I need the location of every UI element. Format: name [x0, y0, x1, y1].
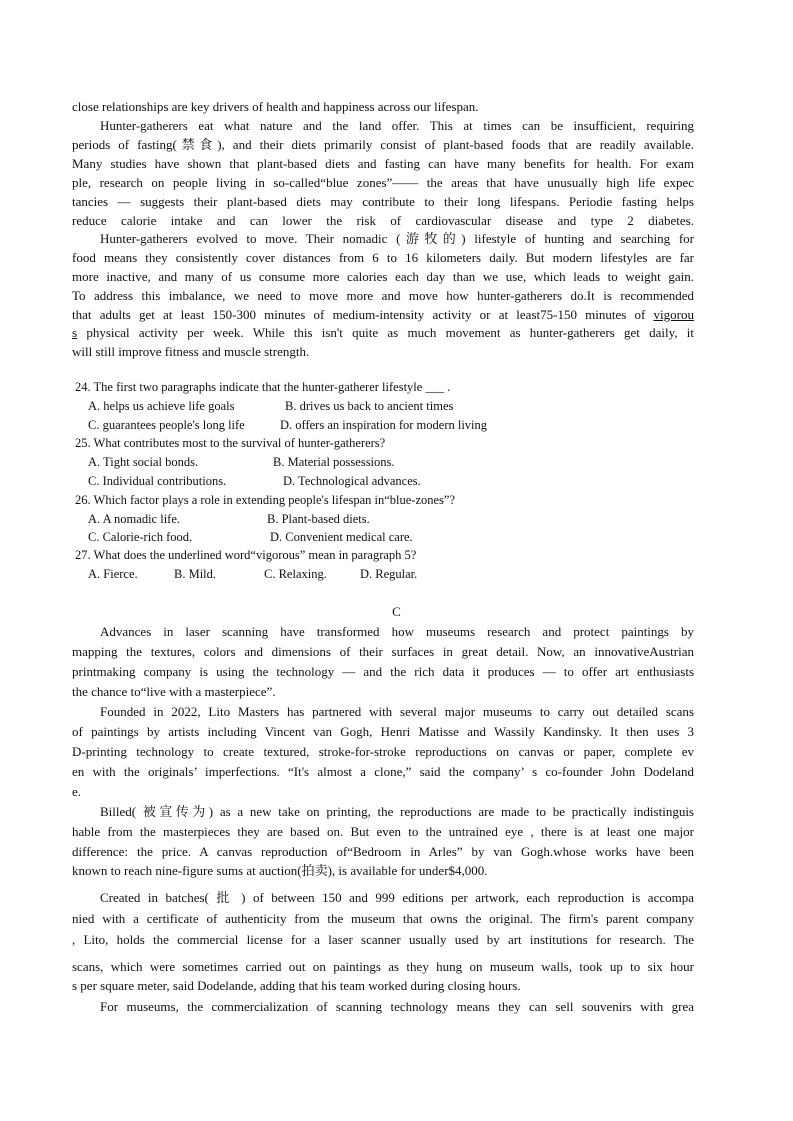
passage-line: scans, which were sometimes carried out on paintings as they hung on museum walls, took up to six hour: [72, 959, 694, 974]
option-25c: C. Individual contributions.: [88, 474, 227, 488]
question-27: 27. What does the underlined word“vigorous” mean in paragraph 5?: [75, 548, 417, 562]
passage-line: Created in batches( 批 ) of between 150 and 999 editions per artwork, each reproduction is accompa: [100, 890, 694, 905]
passage-line: D-printing technology to create textured, stroke-for-stroke reproductions on canvas or paper, complete ev: [72, 744, 694, 759]
passage-line: reduce calorie intake and can lower the risk of cardiovascular disease and type 2 diabetes.: [72, 213, 694, 228]
option-27b: B. Mild.: [174, 567, 217, 581]
question-25: 25. What contributes most to the survival of hunter-gatherers?: [75, 436, 386, 450]
section-heading: C: [392, 604, 401, 619]
option-26d: D. Convenient medical care.: [270, 530, 413, 544]
option-24a: A. helps us achieve life goals: [88, 399, 235, 413]
option-24d: D. offers an inspiration for modern living: [280, 418, 488, 432]
passage-line: more inactive, and many of us consume more calories each day than we use, which leads to weight gain.: [72, 269, 694, 284]
option-27a: A. Fierce.: [88, 567, 138, 581]
passage-line: mapping the textures, colors and dimensions of their surfaces in great detail. Now, an innovativeAustrian: [72, 644, 694, 659]
option-25d: D. Technological advances.: [283, 474, 421, 488]
passage-line: will still improve fitness and muscle strength.: [72, 344, 310, 359]
passage-line: e.: [72, 784, 82, 799]
question-26: 26. Which factor plays a role in extending people's lifespan in“blue-zones”?: [75, 493, 456, 507]
option-25a: A. Tight social bonds.: [88, 455, 199, 469]
option-24b: B. drives us back to ancient times: [285, 399, 454, 413]
passage-line: [72, 305, 694, 324]
passage-line: For museums, the commercialization of scanning technology means they can sell souvenirs with grea: [100, 999, 694, 1014]
passage-line: periods of fasting(禁食), and their diets primarily consist of plant-based foods that are readily available.: [72, 137, 694, 152]
passage-line: the chance to“live with a masterpiece”.: [72, 684, 276, 699]
passage-line: ple, research on people living in so-called“blue zones”—— the areas that have unusually high life expec: [72, 175, 694, 190]
option-25b: B. Material possessions.: [273, 455, 395, 469]
passage-line: Hunter-gatherers evolved to move. Their nomadic (游牧的) lifestyle of hunting and searching for: [100, 231, 694, 246]
option-26a: A. A nomadic life.: [88, 512, 180, 526]
option-27d: D. Regular.: [360, 567, 418, 581]
passage-line: Advances in laser scanning have transformed how museums research and protect paintings by: [100, 624, 694, 639]
passage-line: difference: the price. A canvas reproduction of“Bedroom in Arles” by van Gogh.whose works have been: [72, 844, 694, 859]
passage-text: that adults get at least 150-300 minutes of medium-intensity activity or at least75-150 minutes of: [72, 307, 654, 322]
passage-line: Billed( 被宣传为) as a new take on printing, the reproductions are made to be practically indistinguis: [100, 804, 694, 819]
passage-line: s per square meter, said Dodelande, adding that his team worked during closing hours.: [72, 978, 521, 993]
passage-line: Hunter-gatherers eat what nature and the land offer. This at times can be insufficient, requiring: [100, 118, 694, 133]
option-24c: C. guarantees people's long life: [88, 418, 245, 432]
option-26b: B. Plant-based diets.: [267, 512, 370, 526]
option-27c: C. Relaxing.: [264, 567, 327, 581]
passage-line: To address this imbalance, we need to move more and move how hunter-gatherers do.It is recommended: [72, 288, 694, 303]
passage-line: printmaking company is using the technology — and the rich data it produces — to offer art enthusiasts: [72, 664, 694, 679]
passage-line: of paintings by artists including Vincent van Gogh, Henri Matisse and Wassily Kandinsky. It then uses 3: [72, 724, 694, 739]
underlined-word: vigorou: [653, 307, 694, 322]
passage-line: food means they consistently cover distances from 6 to 16 kilometers daily. But modern lifestyles are far: [72, 250, 694, 265]
passage-line: known to reach nine-figure sums at auction(拍卖), is available for under$4,000.: [72, 863, 488, 878]
question-24: 24. The first two paragraphs indicate that the hunter-gatherer lifestyle ___ .: [75, 380, 451, 394]
passage-line: Founded in 2022, Lito Masters has partnered with several major museums to carry out detailed scans: [100, 704, 694, 719]
passage-line: Many studies have shown that plant-based diets and fasting can have many benefits for health. For exam: [72, 156, 694, 171]
passage-text: physical activity per week. While this isn't quite as much movement as hunter-gatherers get daily, it: [77, 325, 694, 340]
passage-line: en with the originals’ imperfections. “It's almost a clone,” said the company’ s co-founder John Dodeland: [72, 764, 694, 779]
passage-line: tancies — suggests their plant-based diets may contribute to their long lifespans. Periodie fasting helps: [72, 194, 694, 209]
passage-line: close relationships are key drivers of health and happiness across our lifespan.: [72, 99, 479, 114]
option-26c: C. Calorie-rich food.: [88, 530, 193, 544]
passage-line: [72, 323, 694, 342]
passage-line: nied with a certificate of authenticity from the museum that owns the original. The firm's parent company: [72, 911, 694, 926]
underlined-word: s: [72, 325, 78, 340]
passage-line: hable from the masterpieces they are based on. But even to the untrained eye , there is at least one major: [72, 824, 694, 839]
passage-line: , Lito, holds the commercial license for a laser scanner usually used by art institutions for research. The: [72, 932, 694, 947]
